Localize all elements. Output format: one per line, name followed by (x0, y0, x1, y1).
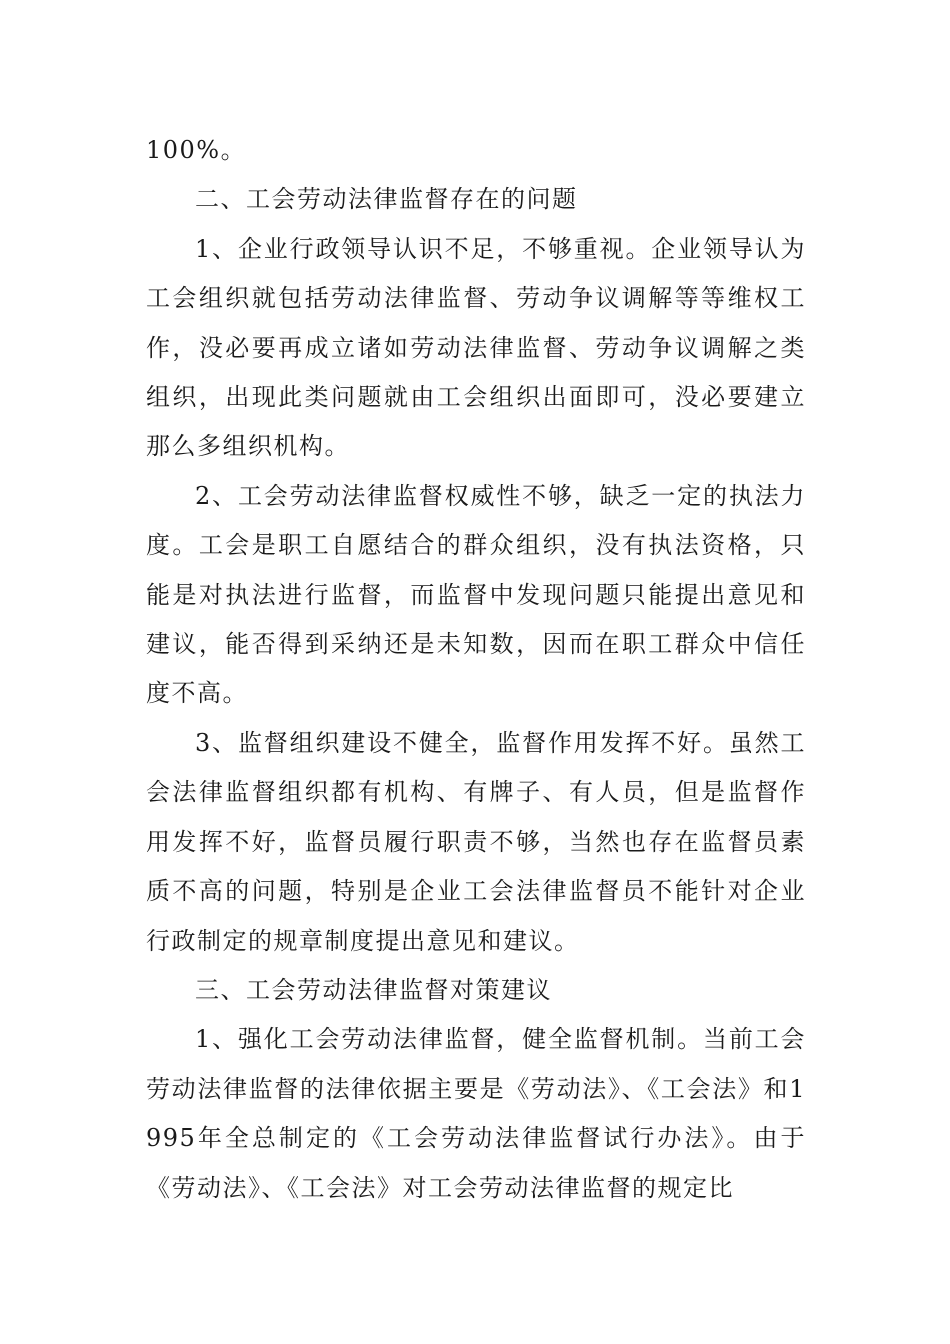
paragraph-problem-2: 2、工会劳动法律监督权威性不够，缺乏一定的执法力度。工会是职工自愿结合的群众组织，没有执法资格，只能是对执法进行监督，而监督中发现问题只能提出意见和建议，能否得到采纳还是未知数，因而在职工群众中信任度不高。 (146, 481, 806, 708)
paragraph-continuation: 100%。 (146, 136, 247, 164)
paragraph-problem-1: 1、企业行政领导认识不足，不够重视。企业领导认为工会组织就包括劳动法律监督、劳动争议调解等等维权工作，没必要再成立诸如劳动法律监督、劳动争议调解之类组织，出现此类问题就由工会组织出面即可，没必要建立那么多组织机构。 (146, 234, 806, 461)
paragraph-suggestion-1: 1、强化工会劳动法律监督，健全监督机制。当前工会劳动法律监督的法律依据主要是《劳动法》、《工会法》和1995年全总制定的《工会劳动法律监督试行办法》。由于《劳动法》、《工会法》对工会劳动法律监督的规定比 (146, 1025, 806, 1202)
document-body (146, 126, 806, 1213)
paragraph-problem-3: 3、监督组织建设不健全，监督作用发挥不好。虽然工会法律监督组织都有机构、有牌子、有人员，但是监督作用发挥不好，监督员履行职责不够，当然也存在监督员素质不高的问题，特别是企业工会法律监督员不能针对企业行政制定的规章制度提出意见和建议。 (146, 728, 806, 955)
section-heading-problems: 二、工会劳动法律监督存在的问题 (195, 185, 578, 214)
section-heading-suggestions: 三、工会劳动法律监督对策建议 (195, 975, 552, 1004)
